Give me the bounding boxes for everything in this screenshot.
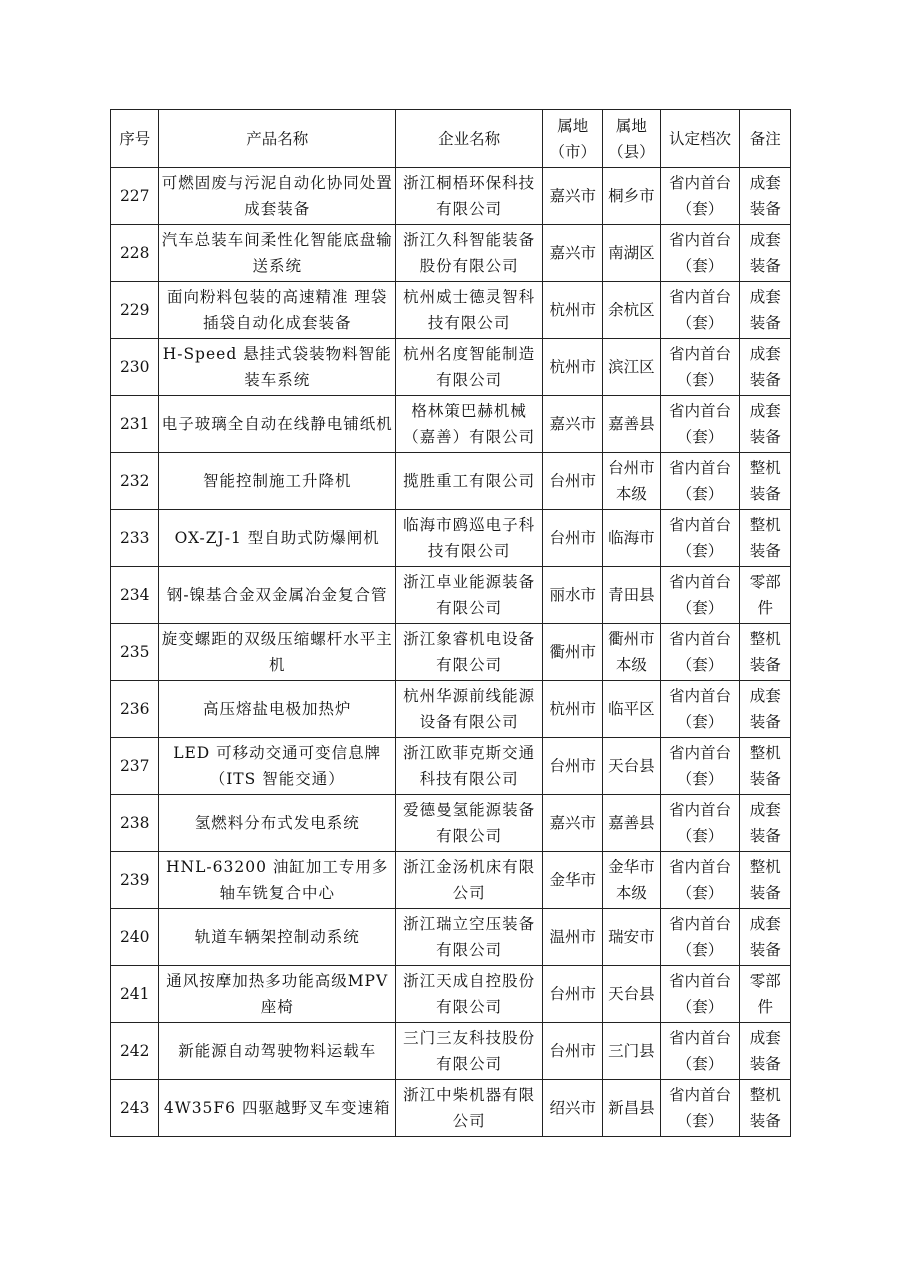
company-name: 浙江瑞立空压装备有限公司 (403, 915, 536, 959)
product-name-cell (159, 168, 395, 225)
company-name-cell (395, 567, 543, 624)
county: 瑞安市 (608, 928, 655, 946)
table-row (111, 681, 791, 738)
table-row (111, 966, 791, 1023)
city-cell (543, 168, 603, 225)
table-row (111, 339, 791, 396)
county-cell (603, 453, 661, 510)
table-row (111, 396, 791, 453)
county-cell (603, 396, 661, 453)
row-number: 232 (119, 472, 150, 490)
certification-level: 省内首台（套） (669, 1029, 732, 1073)
product-name: 氢燃料分布式发电系统 (194, 814, 360, 832)
county: 南湖区 (608, 244, 655, 262)
row-number-cell (111, 795, 159, 852)
certification-level: 省内首台（套） (669, 858, 732, 902)
product-name-cell (159, 396, 395, 453)
row-number-cell (111, 852, 159, 909)
product-table (110, 109, 791, 1137)
table-row (111, 795, 791, 852)
product-name: OX-ZJ-1 型自助式防爆闸机 (174, 529, 380, 547)
row-number-cell (111, 282, 159, 339)
county-cell (603, 1023, 661, 1080)
product-name-cell (159, 225, 395, 282)
company-name: 杭州华源前线能源设备有限公司 (403, 687, 536, 731)
county: 临平区 (608, 700, 655, 718)
certification-level-cell (660, 453, 740, 510)
company-name: 浙江卓业能源装备有限公司 (403, 573, 536, 617)
certification-level-cell (660, 738, 740, 795)
row-number-cell (111, 225, 159, 282)
company-name-cell (395, 453, 543, 510)
table-row (111, 168, 791, 225)
remark: 整机装备 (749, 459, 781, 503)
remark-cell (740, 453, 791, 510)
product-name: 新能源自动驾驶物料运载车 (178, 1042, 377, 1060)
row-number: 234 (119, 586, 150, 604)
company-name: 浙江欧菲克斯交通科技有限公司 (403, 744, 536, 788)
certification-level: 省内首台（套） (669, 687, 732, 731)
county-cell (603, 909, 661, 966)
company-name: 揽胜重工有限公司 (403, 472, 536, 490)
remark: 成套装备 (749, 801, 781, 845)
certification-level: 省内首台（套） (669, 459, 732, 503)
company-name-cell (395, 225, 543, 282)
county-cell (603, 510, 661, 567)
company-name: 浙江象睿机电设备有限公司 (403, 630, 536, 674)
table-row (111, 1080, 791, 1137)
city-cell (543, 453, 603, 510)
company-name: 浙江久科智能装备股份有限公司 (403, 231, 536, 275)
county: 嘉善县 (608, 814, 655, 832)
city-cell (543, 225, 603, 282)
row-number: 235 (119, 643, 150, 661)
county-cell (603, 168, 661, 225)
table-row (111, 282, 791, 339)
company-name: 浙江桐梧环保科技有限公司 (403, 174, 536, 218)
remark-cell (740, 1023, 791, 1080)
certification-level-cell (660, 1023, 740, 1080)
city: 嘉兴市 (549, 415, 596, 433)
row-number-cell (111, 624, 159, 681)
county: 台州市本级 (608, 459, 655, 503)
product-name-cell (159, 852, 395, 909)
company-name-cell (395, 1080, 543, 1137)
city: 温州市 (549, 928, 596, 946)
county-cell (603, 738, 661, 795)
city: 杭州市 (549, 301, 596, 319)
county-cell (603, 1080, 661, 1137)
county: 新昌县 (608, 1099, 655, 1117)
city-cell (543, 510, 603, 567)
certification-level-cell (660, 168, 740, 225)
header-cell: 备注 (740, 110, 791, 168)
table-row (111, 225, 791, 282)
city: 嘉兴市 (549, 244, 596, 262)
remark-cell (740, 738, 791, 795)
table-row (111, 1023, 791, 1080)
certification-level-cell (660, 339, 740, 396)
row-number: 233 (119, 529, 150, 547)
row-number-cell (111, 396, 159, 453)
product-name-cell (159, 510, 395, 567)
city: 台州市 (549, 472, 596, 490)
remark: 成套装备 (749, 174, 781, 218)
table-row (111, 852, 791, 909)
city: 杭州市 (549, 700, 596, 718)
certification-level-cell (660, 624, 740, 681)
product-name-cell (159, 453, 395, 510)
company-name-cell (395, 966, 543, 1023)
row-number-cell (111, 567, 159, 624)
company-name-cell (395, 738, 543, 795)
certification-level-cell (660, 225, 740, 282)
row-number-cell (111, 339, 159, 396)
remark-cell (740, 1080, 791, 1137)
certification-level-cell (660, 966, 740, 1023)
product-name: H-Speed 悬挂式袋装物料智能装车系统 (162, 345, 392, 389)
row-number: 241 (119, 985, 150, 1003)
city-cell (543, 396, 603, 453)
company-name: 临海市鸥巡电子科技有限公司 (403, 516, 536, 560)
city: 台州市 (549, 1042, 596, 1060)
county: 滨江区 (608, 358, 655, 376)
company-name-cell (395, 909, 543, 966)
city-cell (543, 624, 603, 681)
product-name: 汽车总装车间柔性化智能底盘输送系统 (161, 231, 393, 275)
row-number: 240 (119, 928, 150, 946)
county-cell (603, 624, 661, 681)
city: 嘉兴市 (549, 814, 596, 832)
county: 临海市 (608, 529, 655, 547)
company-name-cell (395, 852, 543, 909)
company-name: 杭州名度智能制造有限公司 (403, 345, 536, 389)
table-header-row (111, 110, 791, 168)
certification-level: 省内首台（套） (669, 915, 732, 959)
row-number-cell (111, 966, 159, 1023)
county-cell (603, 282, 661, 339)
remark: 成套装备 (749, 1029, 781, 1073)
remark-cell (740, 909, 791, 966)
row-number-cell (111, 1023, 159, 1080)
company-name-cell (395, 396, 543, 453)
product-name: 智能控制施工升降机 (202, 472, 352, 490)
remark-cell (740, 510, 791, 567)
row-number: 229 (119, 301, 150, 319)
remark: 整机装备 (749, 1086, 781, 1130)
remark: 整机装备 (749, 630, 781, 674)
city-cell (543, 966, 603, 1023)
product-name-cell (159, 909, 395, 966)
certification-level-cell (660, 681, 740, 738)
row-number: 239 (119, 871, 150, 889)
remark-cell (740, 852, 791, 909)
city: 金华市 (549, 871, 596, 889)
city-cell (543, 1023, 603, 1080)
row-number-cell (111, 1080, 159, 1137)
header-cell: 产品名称 (159, 110, 395, 168)
remark-cell (740, 396, 791, 453)
certification-level: 省内首台（套） (669, 174, 732, 218)
certification-level: 省内首台（套） (669, 744, 732, 788)
table-row (111, 909, 791, 966)
header-cell: 属地 （市） (543, 110, 603, 168)
county: 三门县 (608, 1042, 655, 1060)
remark: 成套装备 (749, 231, 781, 275)
county: 天台县 (608, 985, 655, 1003)
city: 杭州市 (549, 358, 596, 376)
company-name: 浙江天成自控股份有限公司 (403, 972, 536, 1016)
county-cell (603, 339, 661, 396)
remark: 成套装备 (749, 345, 781, 389)
city: 嘉兴市 (549, 187, 596, 205)
company-name-cell (395, 1023, 543, 1080)
certification-level-cell (660, 396, 740, 453)
product-name-cell (159, 339, 395, 396)
city: 台州市 (549, 529, 596, 547)
product-name-cell (159, 567, 395, 624)
remark-cell (740, 624, 791, 681)
row-number: 243 (119, 1099, 150, 1117)
company-name: 杭州威士德灵智科技有限公司 (403, 288, 536, 332)
certification-level: 省内首台（套） (669, 972, 732, 1016)
certification-level: 省内首台（套） (669, 630, 732, 674)
remark-cell (740, 567, 791, 624)
product-name-cell (159, 966, 395, 1023)
remark: 整机装备 (749, 744, 781, 788)
city-cell (543, 339, 603, 396)
county: 青田县 (608, 586, 655, 604)
company-name-cell (395, 510, 543, 567)
table-row (111, 567, 791, 624)
company-name: 格林策巴赫机械（嘉善）有限公司 (403, 402, 536, 446)
county: 衢州市本级 (608, 630, 655, 674)
city: 绍兴市 (549, 1099, 596, 1117)
remark: 成套装备 (749, 288, 781, 332)
row-number-cell (111, 510, 159, 567)
company-name-cell (395, 795, 543, 852)
certification-level: 省内首台（套） (669, 288, 732, 332)
product-name: 轨道车辆架控制动系统 (194, 928, 360, 946)
county-cell (603, 795, 661, 852)
certification-level-cell (660, 852, 740, 909)
row-number: 237 (119, 757, 150, 775)
product-name: 旋变螺距的双级压缩螺杆水平主机 (161, 630, 393, 674)
city-cell (543, 1080, 603, 1137)
county: 天台县 (608, 757, 655, 775)
certification-level-cell (660, 282, 740, 339)
row-number-cell (111, 168, 159, 225)
county: 金华市本级 (608, 858, 655, 902)
county-cell (603, 681, 661, 738)
product-name-cell (159, 282, 395, 339)
row-number: 236 (119, 700, 150, 718)
city-cell (543, 795, 603, 852)
table-row (111, 453, 791, 510)
county-cell (603, 852, 661, 909)
certification-level: 省内首台（套） (669, 516, 732, 560)
table-row (111, 738, 791, 795)
row-number: 242 (119, 1042, 150, 1060)
company-name-cell (395, 681, 543, 738)
product-name: 高压熔盐电极加热炉 (202, 700, 352, 718)
row-number-cell (111, 681, 159, 738)
row-number-cell (111, 909, 159, 966)
certification-level-cell (660, 567, 740, 624)
city-cell (543, 282, 603, 339)
county-cell (603, 966, 661, 1023)
remark: 零部件 (749, 972, 781, 1016)
remark-cell (740, 966, 791, 1023)
county: 嘉善县 (608, 415, 655, 433)
remark-cell (740, 795, 791, 852)
company-name-cell (395, 168, 543, 225)
company-name: 浙江金汤机床有限公司 (403, 858, 536, 902)
city: 台州市 (549, 757, 596, 775)
certification-level: 省内首台（套） (669, 1086, 732, 1130)
product-name: 面向粉料包装的高速精准 理袋插袋自动化成套装备 (166, 288, 388, 332)
remark: 零部件 (749, 573, 781, 617)
row-number: 230 (119, 358, 150, 376)
certification-level: 省内首台（套） (669, 573, 732, 617)
product-name: 4W35F6 四驱越野叉车变速箱 (163, 1099, 391, 1117)
product-name-cell (159, 1080, 395, 1137)
row-number: 231 (119, 415, 150, 433)
county: 桐乡市 (608, 187, 655, 205)
company-name-cell (395, 339, 543, 396)
product-name-cell (159, 738, 395, 795)
row-number: 227 (119, 187, 150, 205)
county: 余杭区 (608, 301, 655, 319)
product-name: HNL-63200 油缸加工专用多轴车铣复合中心 (166, 858, 389, 902)
city-cell (543, 681, 603, 738)
header-cell: 企业名称 (395, 110, 543, 168)
table-body (111, 168, 791, 1137)
certification-level: 省内首台（套） (669, 402, 732, 446)
city: 衢州市 (549, 643, 596, 661)
header-cell: 属地 （县） (603, 110, 661, 168)
county-cell (603, 225, 661, 282)
row-number: 238 (119, 814, 150, 832)
product-name-cell (159, 681, 395, 738)
remark: 成套装备 (749, 402, 781, 446)
certification-level: 省内首台（套） (669, 231, 732, 275)
city-cell (543, 909, 603, 966)
product-name-cell (159, 795, 395, 852)
company-name: 浙江中柴机器有限公司 (403, 1086, 536, 1130)
product-name: 钢-镍基合金双金属冶金复合管 (166, 586, 388, 604)
header-cell: 序号 (111, 110, 159, 168)
company-name: 三门三友科技股份有限公司 (403, 1029, 536, 1073)
certification-level-cell (660, 510, 740, 567)
row-number-cell (111, 453, 159, 510)
remark-cell (740, 282, 791, 339)
product-name-cell (159, 1023, 395, 1080)
remark-cell (740, 339, 791, 396)
company-name-cell (395, 624, 543, 681)
remark: 成套装备 (749, 915, 781, 959)
product-name: 电子玻璃全自动在线静电铺纸机 (161, 415, 393, 433)
remark: 成套装备 (749, 687, 781, 731)
certification-level: 省内首台（套） (669, 801, 732, 845)
product-name: LED 可移动交通可变信息牌（ITS 智能交通） (173, 744, 382, 788)
company-name-cell (395, 282, 543, 339)
certification-level-cell (660, 795, 740, 852)
city: 丽水市 (549, 586, 596, 604)
product-name: 可燃固废与污泥自动化协同处置成套装备 (161, 174, 393, 218)
row-number-cell (111, 738, 159, 795)
remark-cell (740, 681, 791, 738)
city-cell (543, 738, 603, 795)
company-name: 爱德曼氢能源装备有限公司 (403, 801, 536, 845)
remark-cell (740, 225, 791, 282)
row-number: 228 (119, 244, 150, 262)
city-cell (543, 567, 603, 624)
certification-level: 省内首台（套） (669, 345, 732, 389)
certification-level-cell (660, 1080, 740, 1137)
product-name: 通风按摩加热多功能高级MPV 座椅 (166, 972, 389, 1016)
city: 台州市 (549, 985, 596, 1003)
remark-cell (740, 168, 791, 225)
table-row (111, 624, 791, 681)
header-cell: 认定档次 (660, 110, 740, 168)
county-cell (603, 567, 661, 624)
table-row (111, 510, 791, 567)
remark: 整机装备 (749, 858, 781, 902)
certification-level-cell (660, 909, 740, 966)
product-name-cell (159, 624, 395, 681)
city-cell (543, 852, 603, 909)
remark: 整机装备 (749, 516, 781, 560)
